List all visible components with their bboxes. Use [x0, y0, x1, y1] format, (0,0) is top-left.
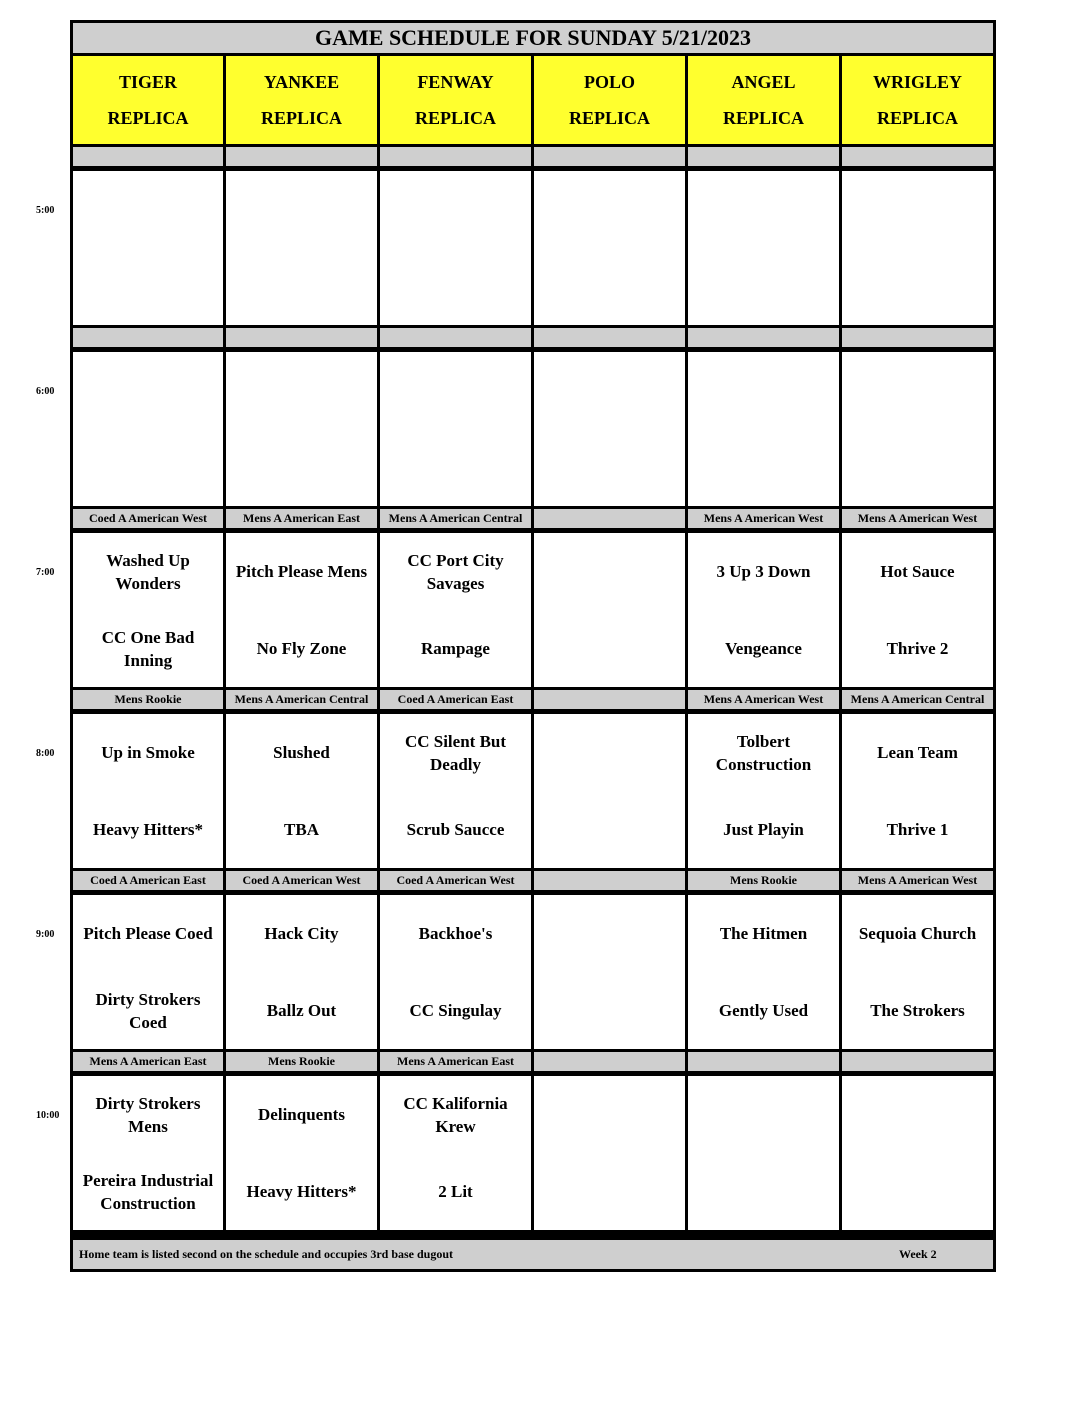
- away-team: [534, 1076, 685, 1153]
- division-label: Mens A American Central: [226, 690, 377, 709]
- home-team: CC One Bad Inning: [101, 627, 195, 670]
- schedule-title: GAME SCHEDULE FOR SUNDAY 5/21/2023: [73, 23, 993, 53]
- field-name: WRIGLEY: [872, 72, 962, 92]
- game-cell: [73, 533, 223, 687]
- away-team: Lean Team: [877, 743, 958, 762]
- field-sub: REPLICA: [722, 108, 804, 128]
- home-team: Dirty Strokers Coed: [95, 989, 201, 1032]
- away-team: Hack City: [264, 924, 339, 943]
- away-team: 3 Up 3 Down: [716, 562, 811, 581]
- time-label: 9:00: [36, 929, 55, 940]
- time-label: 5:00: [36, 205, 55, 216]
- footer-bar: [73, 1240, 993, 1269]
- game-cell: [688, 533, 839, 687]
- home-team: [73, 429, 223, 506]
- away-team: Dirty Strokers Mens: [95, 1093, 201, 1136]
- division-label: Mens Rookie: [73, 690, 223, 709]
- home-team: [380, 248, 531, 325]
- division-label: [226, 147, 377, 166]
- field-name: YANKEE: [263, 72, 340, 92]
- division-label: [842, 1052, 993, 1071]
- game-cell: [534, 895, 685, 1049]
- field-sub: REPLICA: [260, 108, 342, 128]
- division-label: [688, 328, 839, 347]
- home-team: Rampage: [421, 639, 490, 658]
- away-team: [226, 171, 377, 248]
- field-sub: REPLICA: [107, 108, 189, 128]
- game-cell: [73, 895, 223, 1049]
- game-cell: [73, 1076, 223, 1230]
- division-label: Coed A American East: [380, 690, 531, 709]
- time-label: 7:00: [36, 567, 55, 578]
- away-team: CC Kalifornia Krew: [403, 1093, 508, 1136]
- division-label: [534, 871, 685, 890]
- away-team: Slushed: [273, 743, 330, 762]
- week-label: Week 2: [899, 1247, 937, 1261]
- division-label: [73, 147, 223, 166]
- division-label: Mens A American West: [688, 509, 839, 528]
- field-name: FENWAY: [417, 72, 494, 92]
- home-team: [688, 1153, 839, 1230]
- home-team: Just Playin: [723, 820, 804, 839]
- away-team: CC Silent But Deadly: [404, 731, 507, 774]
- field-name: ANGEL: [731, 72, 796, 92]
- away-team: [534, 533, 685, 610]
- field-header-wrigley: [842, 56, 993, 144]
- game-cell: [842, 895, 993, 1049]
- field-sub: REPLICA: [876, 108, 958, 128]
- division-label: [842, 328, 993, 347]
- home-team: [534, 610, 685, 687]
- home-team: Heavy Hitters*: [246, 1182, 357, 1201]
- game-cell: [380, 352, 531, 506]
- division-label: [534, 328, 685, 347]
- game-cell: [842, 352, 993, 506]
- home-team: [842, 248, 993, 325]
- home-team: Scrub Saucce: [406, 820, 505, 839]
- away-team: [842, 352, 993, 429]
- division-label: Mens Rookie: [226, 1052, 377, 1071]
- home-team: [226, 429, 377, 506]
- away-team: [534, 352, 685, 429]
- game-cell: [842, 171, 993, 325]
- away-team: The Hitmen: [719, 924, 808, 943]
- game-cell: [842, 533, 993, 687]
- game-cell: [688, 171, 839, 325]
- field-name: POLO: [583, 72, 635, 92]
- home-team: [688, 248, 839, 325]
- home-team: Pereira Industrial Construction: [82, 1170, 214, 1213]
- away-team: [73, 171, 223, 248]
- away-team: Sequoia Church: [858, 924, 977, 943]
- away-team: Up in Smoke: [101, 743, 195, 762]
- home-team: [534, 791, 685, 868]
- home-team: [380, 429, 531, 506]
- division-label: [534, 147, 685, 166]
- home-team-note: Home team is listed second on the schedule and occupies 3rd base dugout: [79, 1247, 454, 1261]
- away-team: [842, 1076, 993, 1153]
- home-team: Ballz Out: [266, 1001, 337, 1020]
- home-team: Gently Used: [718, 1001, 809, 1020]
- game-cell: [688, 352, 839, 506]
- game-cell: [226, 352, 377, 506]
- division-label: Coed A American West: [73, 509, 223, 528]
- game-cell: [226, 895, 377, 1049]
- field-header-polo: [534, 56, 685, 144]
- away-team: [380, 352, 531, 429]
- away-team: [688, 352, 839, 429]
- away-team: Washed Up Wonders: [106, 550, 190, 593]
- home-team: Thrive 2: [886, 639, 949, 658]
- away-team: Delinquents: [258, 1105, 345, 1124]
- division-label: [534, 509, 685, 528]
- division-label: Mens A American East: [73, 1052, 223, 1071]
- field-header-fenway: [380, 56, 531, 144]
- home-team: [688, 429, 839, 506]
- game-cell: [842, 714, 993, 868]
- home-team: [534, 248, 685, 325]
- home-team: Thrive 1: [886, 820, 949, 839]
- game-cell: [534, 171, 685, 325]
- game-cell: [688, 1076, 839, 1230]
- division-label: [73, 328, 223, 347]
- field-name: TIGER: [118, 72, 178, 92]
- home-team: No Fly Zone: [256, 639, 347, 658]
- division-label: [688, 147, 839, 166]
- away-team: [226, 352, 377, 429]
- division-label: Mens A American West: [842, 871, 993, 890]
- away-team: [688, 1076, 839, 1153]
- away-team: CC Port City Savages: [407, 550, 504, 593]
- game-cell: [226, 714, 377, 868]
- game-cell: [688, 714, 839, 868]
- away-team: [380, 171, 531, 248]
- division-label: Coed A American West: [380, 871, 531, 890]
- game-cell: [226, 1076, 377, 1230]
- away-team: [842, 171, 993, 248]
- division-label: Coed A American West: [226, 871, 377, 890]
- away-team: Pitch Please Coed: [83, 924, 213, 943]
- game-cell: [226, 533, 377, 687]
- away-team: Hot Sauce: [880, 562, 955, 581]
- field-header-yankee: [226, 56, 377, 144]
- game-cell: [380, 714, 531, 868]
- home-team: 2 Lit: [438, 1182, 473, 1201]
- game-cell: [534, 714, 685, 868]
- home-team: [534, 972, 685, 1049]
- game-cell: [688, 895, 839, 1049]
- division-label: [380, 147, 531, 166]
- game-cell: [842, 1076, 993, 1230]
- game-cell: [380, 895, 531, 1049]
- division-label: [842, 147, 993, 166]
- game-cell: [73, 171, 223, 325]
- field-header-angel: [688, 56, 839, 144]
- game-cell: [380, 1076, 531, 1230]
- time-label: 6:00: [36, 386, 55, 397]
- division-label: [534, 1052, 685, 1071]
- division-label: Mens A American Central: [380, 509, 531, 528]
- division-label: Mens A American Central: [842, 690, 993, 709]
- home-team: [842, 1153, 993, 1230]
- field-sub: REPLICA: [414, 108, 496, 128]
- home-team: TBA: [284, 820, 319, 839]
- division-label: Coed A American East: [73, 871, 223, 890]
- division-label: Mens A American East: [226, 509, 377, 528]
- schedule-table: [70, 20, 996, 1272]
- division-label: Mens Rookie: [688, 871, 839, 890]
- game-cell: [380, 533, 531, 687]
- away-team: Pitch Please Mens: [235, 562, 368, 581]
- division-label: Mens A American East: [380, 1052, 531, 1071]
- home-team: [534, 1153, 685, 1230]
- home-team: Vengeance: [725, 639, 802, 658]
- field-sub: REPLICA: [568, 108, 650, 128]
- home-team: [226, 248, 377, 325]
- game-cell: [534, 352, 685, 506]
- home-team: [842, 429, 993, 506]
- home-team: [73, 248, 223, 325]
- away-team: [534, 171, 685, 248]
- game-cell: [73, 352, 223, 506]
- field-header-tiger: [73, 56, 223, 144]
- home-team: CC Singulay: [409, 1001, 502, 1020]
- away-team: [534, 714, 685, 791]
- game-cell: [534, 533, 685, 687]
- away-team: Tolbert Construction: [715, 731, 812, 774]
- home-team: [534, 429, 685, 506]
- home-team: Heavy Hitters*: [93, 820, 203, 839]
- time-label: 10:00: [36, 1110, 60, 1121]
- away-team: Backhoe's: [418, 924, 493, 943]
- game-cell: [380, 171, 531, 325]
- game-cell: [226, 171, 377, 325]
- game-cell: [73, 714, 223, 868]
- division-label: [226, 328, 377, 347]
- division-label: Mens A American West: [688, 690, 839, 709]
- away-team: [73, 352, 223, 429]
- division-label: [534, 690, 685, 709]
- home-team: The Strokers: [870, 1001, 965, 1020]
- division-label: [688, 1052, 839, 1071]
- game-cell: [534, 1076, 685, 1230]
- away-team: [534, 895, 685, 972]
- division-label: [380, 328, 531, 347]
- away-team: [688, 171, 839, 248]
- time-label: 8:00: [36, 748, 55, 759]
- division-label: Mens A American West: [842, 509, 993, 528]
